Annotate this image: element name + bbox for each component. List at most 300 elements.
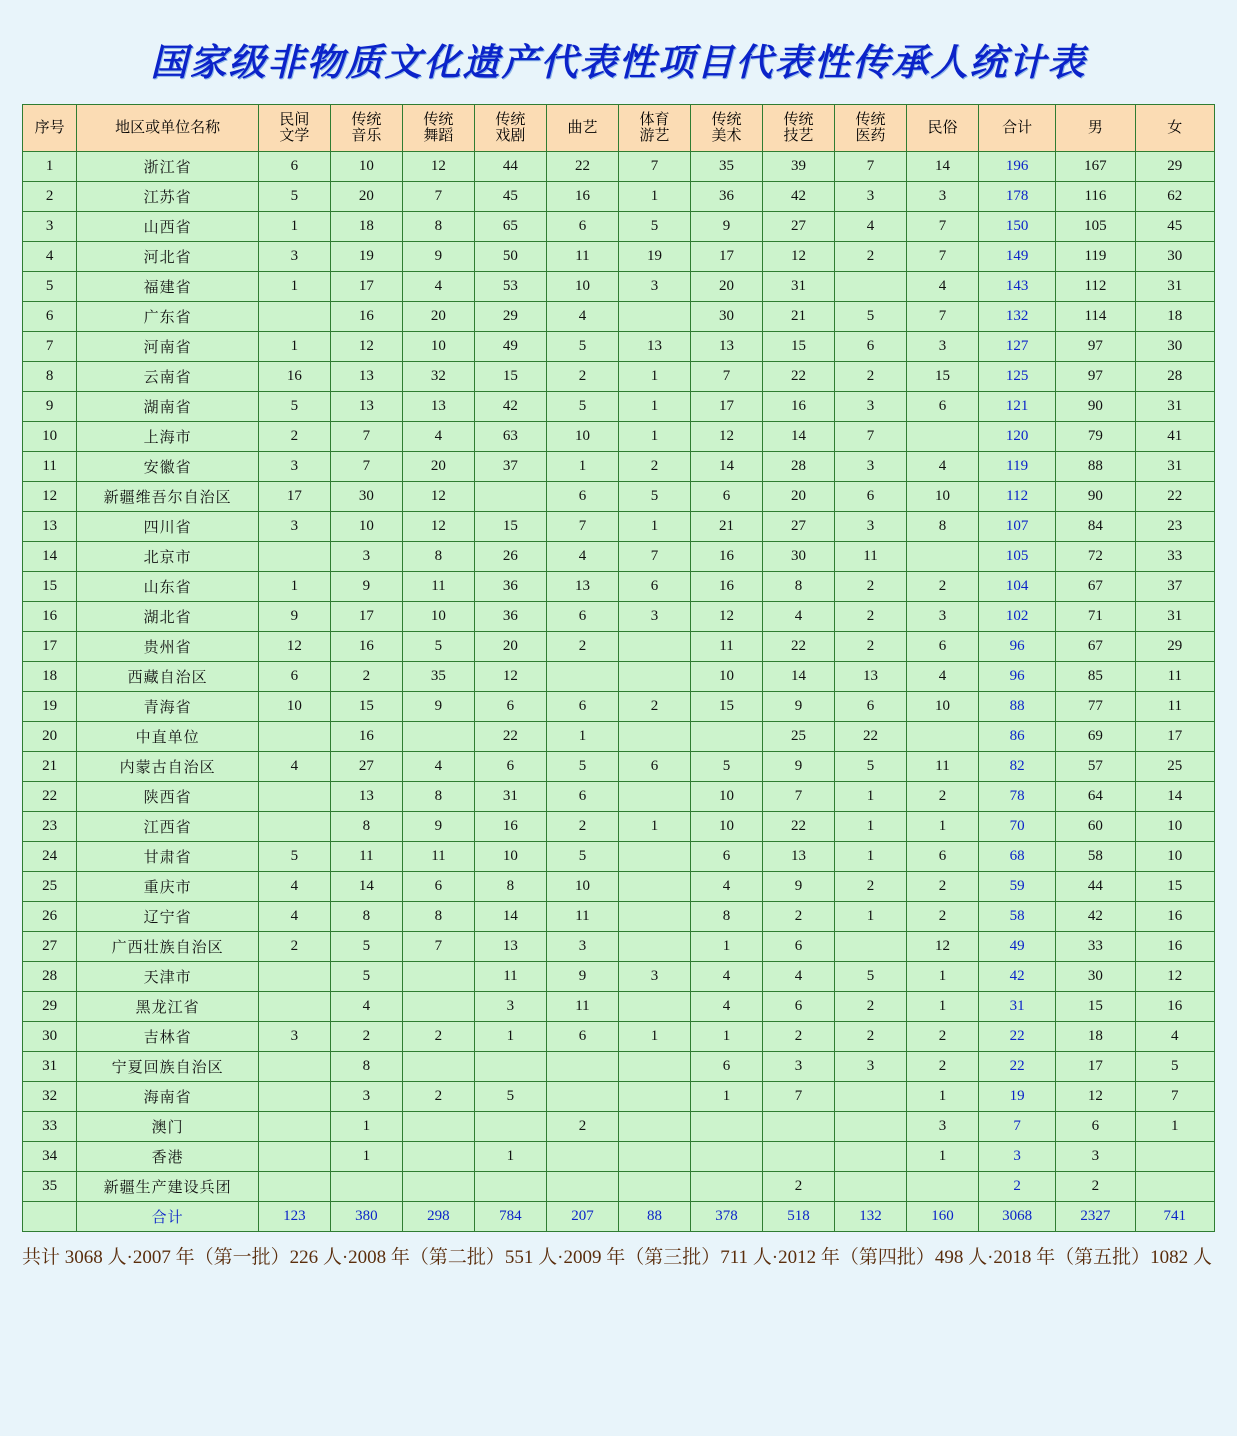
cell-female: 22 <box>1135 482 1214 512</box>
cell-value: 17 <box>690 392 762 422</box>
cell-value: 13 <box>474 932 546 962</box>
cell-total: 102 <box>979 602 1056 632</box>
cell-value: 9 <box>402 242 474 272</box>
cell-region: 贵州省 <box>77 632 259 662</box>
cell-value <box>835 272 907 302</box>
cell-value: 13 <box>330 392 402 422</box>
cell-female: 5 <box>1135 1052 1214 1082</box>
table-row <box>23 632 1215 662</box>
cell-index: 3 <box>23 212 77 242</box>
summary-value: 298 <box>402 1202 474 1232</box>
header-line: 地区或单位名称 <box>115 119 221 136</box>
column-header-quyi <box>546 105 618 152</box>
cell-value: 12 <box>690 602 762 632</box>
header-line: 合计 <box>1002 119 1033 136</box>
cell-female: 30 <box>1135 332 1214 362</box>
cell-value: 16 <box>258 362 330 392</box>
summary-value: 88 <box>618 1202 690 1232</box>
cell-total: 196 <box>979 152 1056 182</box>
cell-value: 11 <box>546 242 618 272</box>
cell-value: 1 <box>618 812 690 842</box>
cell-value: 4 <box>402 422 474 452</box>
cell-value: 44 <box>474 152 546 182</box>
table-row <box>23 392 1215 422</box>
cell-value <box>258 1112 330 1142</box>
cell-value <box>618 662 690 692</box>
cell-value: 12 <box>258 632 330 662</box>
cell-value: 4 <box>907 272 979 302</box>
cell-male: 44 <box>1056 872 1135 902</box>
cell-value: 3 <box>330 542 402 572</box>
table-header <box>23 105 1215 152</box>
cell-total: 78 <box>979 782 1056 812</box>
cell-region: 云南省 <box>77 362 259 392</box>
cell-region: 江西省 <box>77 812 259 842</box>
cell-value: 1 <box>618 422 690 452</box>
cell-region: 黑龙江省 <box>77 992 259 1022</box>
cell-male: 3 <box>1056 1142 1135 1172</box>
cell-value: 3 <box>258 1022 330 1052</box>
cell-value: 14 <box>907 152 979 182</box>
cell-total: 70 <box>979 812 1056 842</box>
cell-index: 30 <box>23 1022 77 1052</box>
cell-value: 18 <box>330 212 402 242</box>
page-title: 国家级非物质文化遗产代表性项目代表性传承人统计表 <box>150 43 1087 84</box>
cell-value: 8 <box>402 902 474 932</box>
cell-female: 31 <box>1135 602 1214 632</box>
cell-value <box>690 1172 762 1202</box>
cell-value: 7 <box>330 452 402 482</box>
cell-region: 广东省 <box>77 302 259 332</box>
cell-value: 19 <box>330 242 402 272</box>
cell-value <box>546 662 618 692</box>
cell-total: 132 <box>979 302 1056 332</box>
cell-value: 3 <box>258 452 330 482</box>
cell-region: 宁夏回族自治区 <box>77 1052 259 1082</box>
cell-total: 104 <box>979 572 1056 602</box>
header-line: 女 <box>1167 119 1183 136</box>
cell-value <box>402 1112 474 1142</box>
cell-value: 16 <box>690 542 762 572</box>
cell-value: 16 <box>330 302 402 332</box>
cell-value: 5 <box>690 752 762 782</box>
cell-value: 6 <box>258 662 330 692</box>
cell-value: 16 <box>546 182 618 212</box>
cell-value: 6 <box>762 992 834 1022</box>
cell-value <box>835 932 907 962</box>
cell-value: 10 <box>330 512 402 542</box>
cell-value: 1 <box>546 722 618 752</box>
cell-value: 5 <box>546 392 618 422</box>
cell-value: 27 <box>762 212 834 242</box>
cell-value: 11 <box>402 842 474 872</box>
cell-value: 13 <box>546 572 618 602</box>
cell-value: 2 <box>618 692 690 722</box>
cell-value: 12 <box>907 932 979 962</box>
cell-male: 85 <box>1056 662 1135 692</box>
cell-male: 116 <box>1056 182 1135 212</box>
cell-value: 16 <box>474 812 546 842</box>
cell-value <box>618 932 690 962</box>
cell-index: 27 <box>23 932 77 962</box>
cell-value: 7 <box>546 512 618 542</box>
cell-value: 6 <box>474 752 546 782</box>
cell-value: 6 <box>907 632 979 662</box>
cell-value: 1 <box>618 392 690 422</box>
cell-value: 3 <box>762 1052 834 1082</box>
cell-region: 澳门 <box>77 1112 259 1142</box>
cell-female: 10 <box>1135 812 1214 842</box>
cell-female: 11 <box>1135 692 1214 722</box>
cell-value: 3 <box>835 182 907 212</box>
cell-value: 31 <box>762 272 834 302</box>
table-row <box>23 302 1215 332</box>
cell-index: 24 <box>23 842 77 872</box>
cell-value <box>258 782 330 812</box>
cell-value: 11 <box>546 992 618 1022</box>
cell-male: 97 <box>1056 332 1135 362</box>
cell-value: 4 <box>907 452 979 482</box>
cell-female: 62 <box>1135 182 1214 212</box>
cell-value <box>258 1172 330 1202</box>
cell-value: 15 <box>907 362 979 392</box>
cell-value: 2 <box>546 632 618 662</box>
cell-value: 36 <box>474 572 546 602</box>
header-line: 音乐 <box>351 128 382 144</box>
cell-index: 13 <box>23 512 77 542</box>
cell-value: 9 <box>762 692 834 722</box>
cell-value: 6 <box>835 332 907 362</box>
column-header-traditional-crafts <box>762 105 834 152</box>
cell-value <box>258 1082 330 1112</box>
cell-female: 23 <box>1135 512 1214 542</box>
cell-value: 2 <box>835 572 907 602</box>
cell-value: 2 <box>835 872 907 902</box>
cell-male: 33 <box>1056 932 1135 962</box>
cell-value: 9 <box>690 212 762 242</box>
cell-female: 17 <box>1135 722 1214 752</box>
cell-region: 江苏省 <box>77 182 259 212</box>
cell-index: 17 <box>23 632 77 662</box>
cell-value <box>258 962 330 992</box>
cell-region: 天津市 <box>77 962 259 992</box>
cell-index: 23 <box>23 812 77 842</box>
cell-total: 150 <box>979 212 1056 242</box>
cell-value: 1 <box>258 332 330 362</box>
cell-value: 6 <box>907 842 979 872</box>
header-line: 男 <box>1087 119 1103 136</box>
cell-female <box>1135 1142 1214 1172</box>
cell-index: 21 <box>23 752 77 782</box>
cell-value <box>258 722 330 752</box>
cell-value: 22 <box>762 632 834 662</box>
cell-value: 6 <box>618 572 690 602</box>
cell-value: 8 <box>330 1052 402 1082</box>
cell-male: 57 <box>1056 752 1135 782</box>
cell-value: 28 <box>762 452 834 482</box>
cell-female: 16 <box>1135 902 1214 932</box>
cell-value: 3 <box>907 332 979 362</box>
cell-value: 19 <box>618 242 690 272</box>
cell-value: 6 <box>690 1052 762 1082</box>
column-header-index <box>23 105 77 152</box>
cell-value: 5 <box>618 212 690 242</box>
cell-value <box>474 1052 546 1082</box>
cell-value: 42 <box>762 182 834 212</box>
cell-value <box>402 992 474 1022</box>
cell-value: 4 <box>690 962 762 992</box>
cell-male: 30 <box>1056 962 1135 992</box>
cell-value: 10 <box>258 692 330 722</box>
cell-total: 3 <box>979 1142 1056 1172</box>
cell-region: 山东省 <box>77 572 259 602</box>
cell-value: 3 <box>258 512 330 542</box>
cell-female: 14 <box>1135 782 1214 812</box>
cell-value <box>690 1112 762 1142</box>
cell-female: 31 <box>1135 452 1214 482</box>
cell-total: 59 <box>979 872 1056 902</box>
cell-value: 2 <box>835 1022 907 1052</box>
cell-value <box>618 1112 690 1142</box>
cell-value: 6 <box>690 482 762 512</box>
cell-value <box>258 1142 330 1172</box>
cell-total: 82 <box>979 752 1056 782</box>
cell-value: 16 <box>330 632 402 662</box>
cell-value: 30 <box>762 542 834 572</box>
cell-value: 5 <box>258 842 330 872</box>
cell-value: 5 <box>330 932 402 962</box>
cell-index: 22 <box>23 782 77 812</box>
header-line: 文学 <box>279 128 310 144</box>
header-line: 戏剧 <box>495 128 526 144</box>
cell-value: 42 <box>474 392 546 422</box>
column-header-region <box>77 105 259 152</box>
cell-male: 84 <box>1056 512 1135 542</box>
table-row <box>23 692 1215 722</box>
summary-value: 518 <box>762 1202 834 1232</box>
cell-value: 6 <box>546 482 618 512</box>
cell-value: 13 <box>330 362 402 392</box>
cell-value: 7 <box>835 152 907 182</box>
cell-value: 1 <box>618 182 690 212</box>
header-line: 传统 <box>351 111 382 128</box>
summary-female: 741 <box>1135 1202 1214 1232</box>
cell-region: 中直单位 <box>77 722 259 752</box>
cell-value: 4 <box>835 212 907 242</box>
cell-male: 72 <box>1056 542 1135 572</box>
cell-region: 河南省 <box>77 332 259 362</box>
summary-value: 380 <box>330 1202 402 1232</box>
cell-value <box>907 722 979 752</box>
table-row <box>23 1172 1215 1202</box>
table-row <box>23 872 1215 902</box>
cell-value: 10 <box>546 422 618 452</box>
cell-region: 福建省 <box>77 272 259 302</box>
cell-total: 107 <box>979 512 1056 542</box>
cell-value: 36 <box>690 182 762 212</box>
table-row <box>23 152 1215 182</box>
cell-value: 2 <box>907 1052 979 1082</box>
cell-value <box>618 872 690 902</box>
cell-value: 3 <box>258 242 330 272</box>
table-row <box>23 1142 1215 1172</box>
cell-total: 121 <box>979 392 1056 422</box>
cell-value: 8 <box>762 572 834 602</box>
cell-region: 青海省 <box>77 692 259 722</box>
cell-value <box>402 962 474 992</box>
cell-total: 42 <box>979 962 1056 992</box>
cell-value: 1 <box>258 212 330 242</box>
header-line: 民间 <box>279 111 310 128</box>
cell-value: 17 <box>690 242 762 272</box>
cell-value: 2 <box>330 662 402 692</box>
cell-male: 12 <box>1056 1082 1135 1112</box>
column-header-traditional-medicine <box>835 105 907 152</box>
table-row <box>23 572 1215 602</box>
cell-value: 22 <box>762 362 834 392</box>
cell-value: 4 <box>690 992 762 1022</box>
cell-region: 河北省 <box>77 242 259 272</box>
cell-value: 4 <box>762 962 834 992</box>
cell-male: 64 <box>1056 782 1135 812</box>
column-header-traditional-music <box>330 105 402 152</box>
cell-value: 6 <box>402 872 474 902</box>
cell-value: 8 <box>907 512 979 542</box>
cell-region: 内蒙古自治区 <box>77 752 259 782</box>
cell-value: 3 <box>835 452 907 482</box>
cell-value: 8 <box>330 902 402 932</box>
cell-total: 125 <box>979 362 1056 392</box>
cell-value: 10 <box>402 332 474 362</box>
cell-female: 29 <box>1135 632 1214 662</box>
header-line: 技艺 <box>783 128 814 144</box>
cell-value: 2 <box>762 902 834 932</box>
header-line: 美术 <box>711 128 742 144</box>
cell-female: 12 <box>1135 962 1214 992</box>
cell-male: 67 <box>1056 632 1135 662</box>
cell-region: 北京市 <box>77 542 259 572</box>
cell-female: 16 <box>1135 992 1214 1022</box>
cell-value: 9 <box>402 812 474 842</box>
cell-value: 14 <box>330 872 402 902</box>
cell-female: 7 <box>1135 1082 1214 1112</box>
cell-female: 16 <box>1135 932 1214 962</box>
cell-total: 31 <box>979 992 1056 1022</box>
cell-female: 15 <box>1135 872 1214 902</box>
statistics-table <box>22 104 1215 1232</box>
cell-value: 65 <box>474 212 546 242</box>
cell-value <box>474 1172 546 1202</box>
cell-value: 35 <box>402 662 474 692</box>
cell-index: 31 <box>23 1052 77 1082</box>
column-header-female <box>1135 105 1214 152</box>
cell-value <box>258 992 330 1022</box>
cell-value: 4 <box>402 272 474 302</box>
table-row <box>23 452 1215 482</box>
cell-value: 7 <box>907 302 979 332</box>
cell-value <box>907 542 979 572</box>
cell-value: 1 <box>258 572 330 602</box>
cell-value <box>907 1172 979 1202</box>
cell-index: 34 <box>23 1142 77 1172</box>
cell-value: 11 <box>474 962 546 992</box>
cell-value <box>618 632 690 662</box>
header-line: 传统 <box>783 111 814 128</box>
cell-value <box>618 1082 690 1112</box>
column-header-total <box>979 105 1056 152</box>
cell-index: 5 <box>23 272 77 302</box>
table-row <box>23 212 1215 242</box>
cell-value: 5 <box>546 752 618 782</box>
cell-value: 10 <box>907 692 979 722</box>
cell-total: 7 <box>979 1112 1056 1142</box>
cell-total: 96 <box>979 632 1056 662</box>
summary-label: 合计 <box>77 1202 259 1232</box>
cell-value: 4 <box>546 302 618 332</box>
cell-value: 1 <box>618 1022 690 1052</box>
cell-female: 45 <box>1135 212 1214 242</box>
header-line: 医药 <box>855 128 886 144</box>
cell-value <box>402 1142 474 1172</box>
cell-value: 63 <box>474 422 546 452</box>
cell-value: 20 <box>330 182 402 212</box>
cell-value: 2 <box>907 902 979 932</box>
cell-value: 12 <box>762 242 834 272</box>
cell-value: 1 <box>546 452 618 482</box>
cell-male: 2 <box>1056 1172 1135 1202</box>
cell-value: 3 <box>474 992 546 1022</box>
cell-female: 4 <box>1135 1022 1214 1052</box>
cell-region: 西藏自治区 <box>77 662 259 692</box>
cell-value: 14 <box>762 662 834 692</box>
cell-value: 1 <box>835 902 907 932</box>
cell-index: 9 <box>23 392 77 422</box>
cell-value: 10 <box>330 152 402 182</box>
cell-value: 3 <box>907 1112 979 1142</box>
cell-value: 2 <box>762 1022 834 1052</box>
cell-value: 11 <box>330 842 402 872</box>
cell-value: 5 <box>835 752 907 782</box>
cell-index: 15 <box>23 572 77 602</box>
cell-value: 22 <box>835 722 907 752</box>
cell-value: 13 <box>330 782 402 812</box>
cell-index: 11 <box>23 452 77 482</box>
cell-value: 17 <box>330 272 402 302</box>
cell-value: 30 <box>330 482 402 512</box>
cell-value: 10 <box>474 842 546 872</box>
cell-value: 3 <box>907 182 979 212</box>
cell-value: 13 <box>402 392 474 422</box>
cell-index: 2 <box>23 182 77 212</box>
cell-value: 8 <box>690 902 762 932</box>
cell-value <box>835 1082 907 1112</box>
cell-value: 15 <box>762 332 834 362</box>
summary-empty-index <box>23 1202 77 1232</box>
cell-value: 9 <box>546 962 618 992</box>
cell-value <box>546 1142 618 1172</box>
cell-value <box>546 1172 618 1202</box>
cell-region: 陕西省 <box>77 782 259 812</box>
cell-value: 12 <box>402 152 474 182</box>
cell-value: 1 <box>907 812 979 842</box>
header-line: 传统 <box>423 111 454 128</box>
cell-value: 9 <box>762 872 834 902</box>
header-line: 曲艺 <box>567 119 598 136</box>
cell-total: 120 <box>979 422 1056 452</box>
cell-value: 6 <box>907 392 979 422</box>
cell-region: 四川省 <box>77 512 259 542</box>
cell-value: 5 <box>402 632 474 662</box>
